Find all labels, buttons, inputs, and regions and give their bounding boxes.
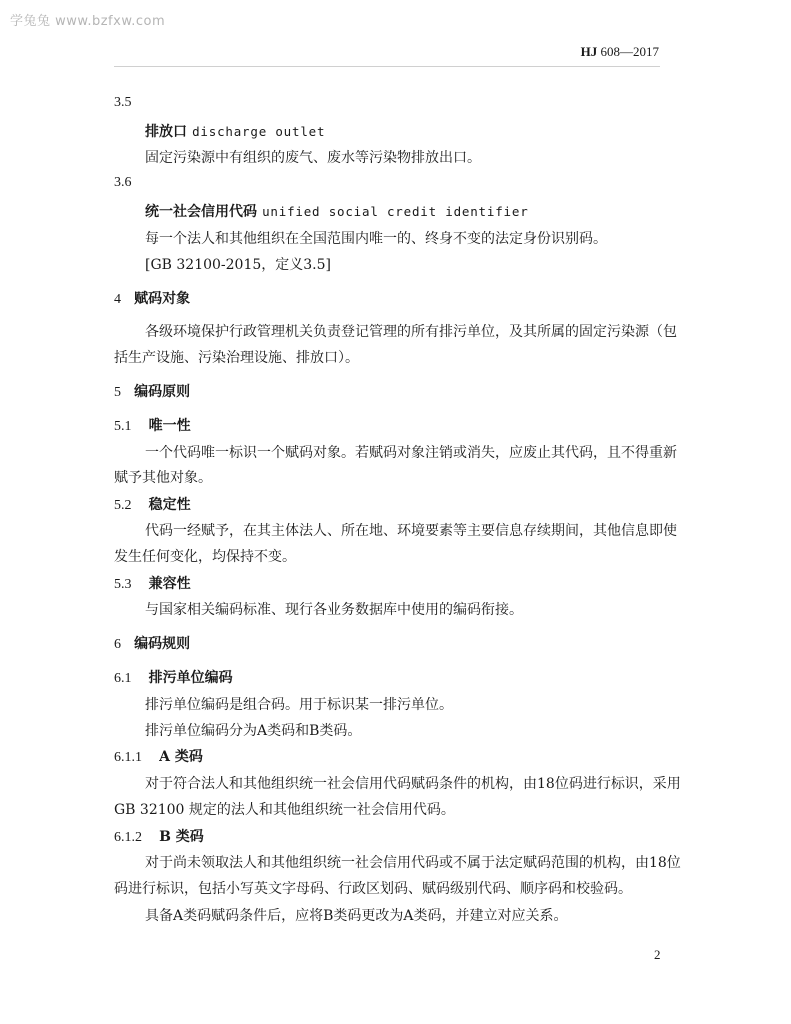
paragraph-5-1-line-2: 赋予其他对象。 [114,470,212,486]
section-number: 4 [114,292,121,307]
clause-3-5-number: 3.5 [114,95,132,110]
page-number: 2 [654,947,661,962]
term-en: discharge outlet [192,124,326,139]
section-number: 5 [114,385,121,400]
section-title: 赋码对象 [134,291,191,307]
paragraph-6-1-line-2: 排污单位编码分为A类码和B类码。 [145,723,362,739]
clause-title: 稳定性 [148,497,191,513]
paragraph-6-1-2-line-1: 对于尚未领取法人和其他组织统一社会信用代码或不属于法定赋码范围的机构，由18位 [145,855,681,871]
standard-number: 608—2017 [600,44,659,59]
clause-6-1-heading [114,667,233,687]
clause-number: 5.1 [114,419,132,434]
clause-number: 5.2 [114,498,132,513]
clause-3-6-number: 3.6 [114,175,132,190]
paragraph-6-1-2-line-3: 具备A类码赋码条件后，应将B类码更改为A类码，并建立对应关系。 [145,908,568,924]
clause-title: 唯一性 [148,418,191,434]
reference-3-6: [GB 32100-2015，定义3.5] [145,257,332,273]
standard-code: HJ [580,44,598,59]
paragraph-6-1-2-line-2: 码进行标识，包括小写英文字母码、行政区划码、赋码级别代码、顺序码和校验码。 [114,881,632,897]
section-5-heading [114,381,190,401]
section-6-heading [114,633,190,653]
paragraph-4-line-2: 括生产设施、污染治理设施、排放口）。 [114,350,359,366]
term-cn: 排放口 [145,124,187,140]
clause-5-3-heading [114,573,191,593]
clause-number: 5.3 [114,577,132,592]
clause-title: B 类码 [159,829,204,845]
section-4-heading [114,288,190,308]
watermark: 学兔兔 www.bzfxw.com [10,14,166,29]
clause-6-1-1-heading [114,746,203,766]
section-title: 编码规则 [134,636,191,652]
clause-title: 兼容性 [148,576,191,592]
clause-title: A 类码 [159,749,203,765]
clause-number: 6.1.2 [114,830,142,845]
paragraph-6-1-1-line-2: GB 32100 规定的法人和其他组织统一社会信用代码。 [114,802,455,818]
term-3-5 [145,121,325,141]
term-3-6 [145,201,529,221]
section-title: 编码原则 [134,384,191,400]
definition-3-5: 固定污染源中有组织的废气、废水等污染物排放出口。 [145,150,481,166]
clause-number: 6.1 [114,671,132,686]
clause-5-2-heading [114,494,191,514]
paragraph-5-1-line-1: 一个代码唯一标识一个赋码对象。若赋码对象注销或消失，应废止其代码，且不得重新 [145,445,677,461]
paragraph-5-3-line-1: 与国家相关编码标准、现行各业务数据库中使用的编码衔接。 [145,602,523,618]
paragraph-6-1-line-1: 排污单位编码是组合码。用于标识某一排污单位。 [145,697,453,713]
clause-6-1-2-heading [114,826,204,846]
paragraph-5-2-line-1: 代码一经赋予，在其主体法人、所在地、环境要素等主要信息存续期间，其他信息即使 [145,523,677,539]
clause-5-1-heading [114,415,191,435]
clause-title: 排污单位编码 [148,670,233,686]
term-en: unified social credit identifier [262,204,529,219]
page-header [581,44,659,60]
header-rule [114,66,660,67]
section-number: 6 [114,637,121,652]
definition-3-6: 每一个法人和其他组织在全国范围内唯一的、终身不变的法定身份识别码。 [145,231,607,247]
paragraph-5-2-line-2: 发生任何变化，均保持不变。 [114,549,296,565]
term-cn: 统一社会信用代码 [145,204,257,220]
paragraph-6-1-1-line-1: 对于符合法人和其他组织统一社会信用代码赋码条件的机构，由18位码进行标识，采用 [145,776,681,792]
clause-number: 6.1.1 [114,750,142,765]
paragraph-4-line-1: 各级环境保护行政管理机关负责登记管理的所有排污单位，及其所属的固定污染源（包 [145,324,677,340]
